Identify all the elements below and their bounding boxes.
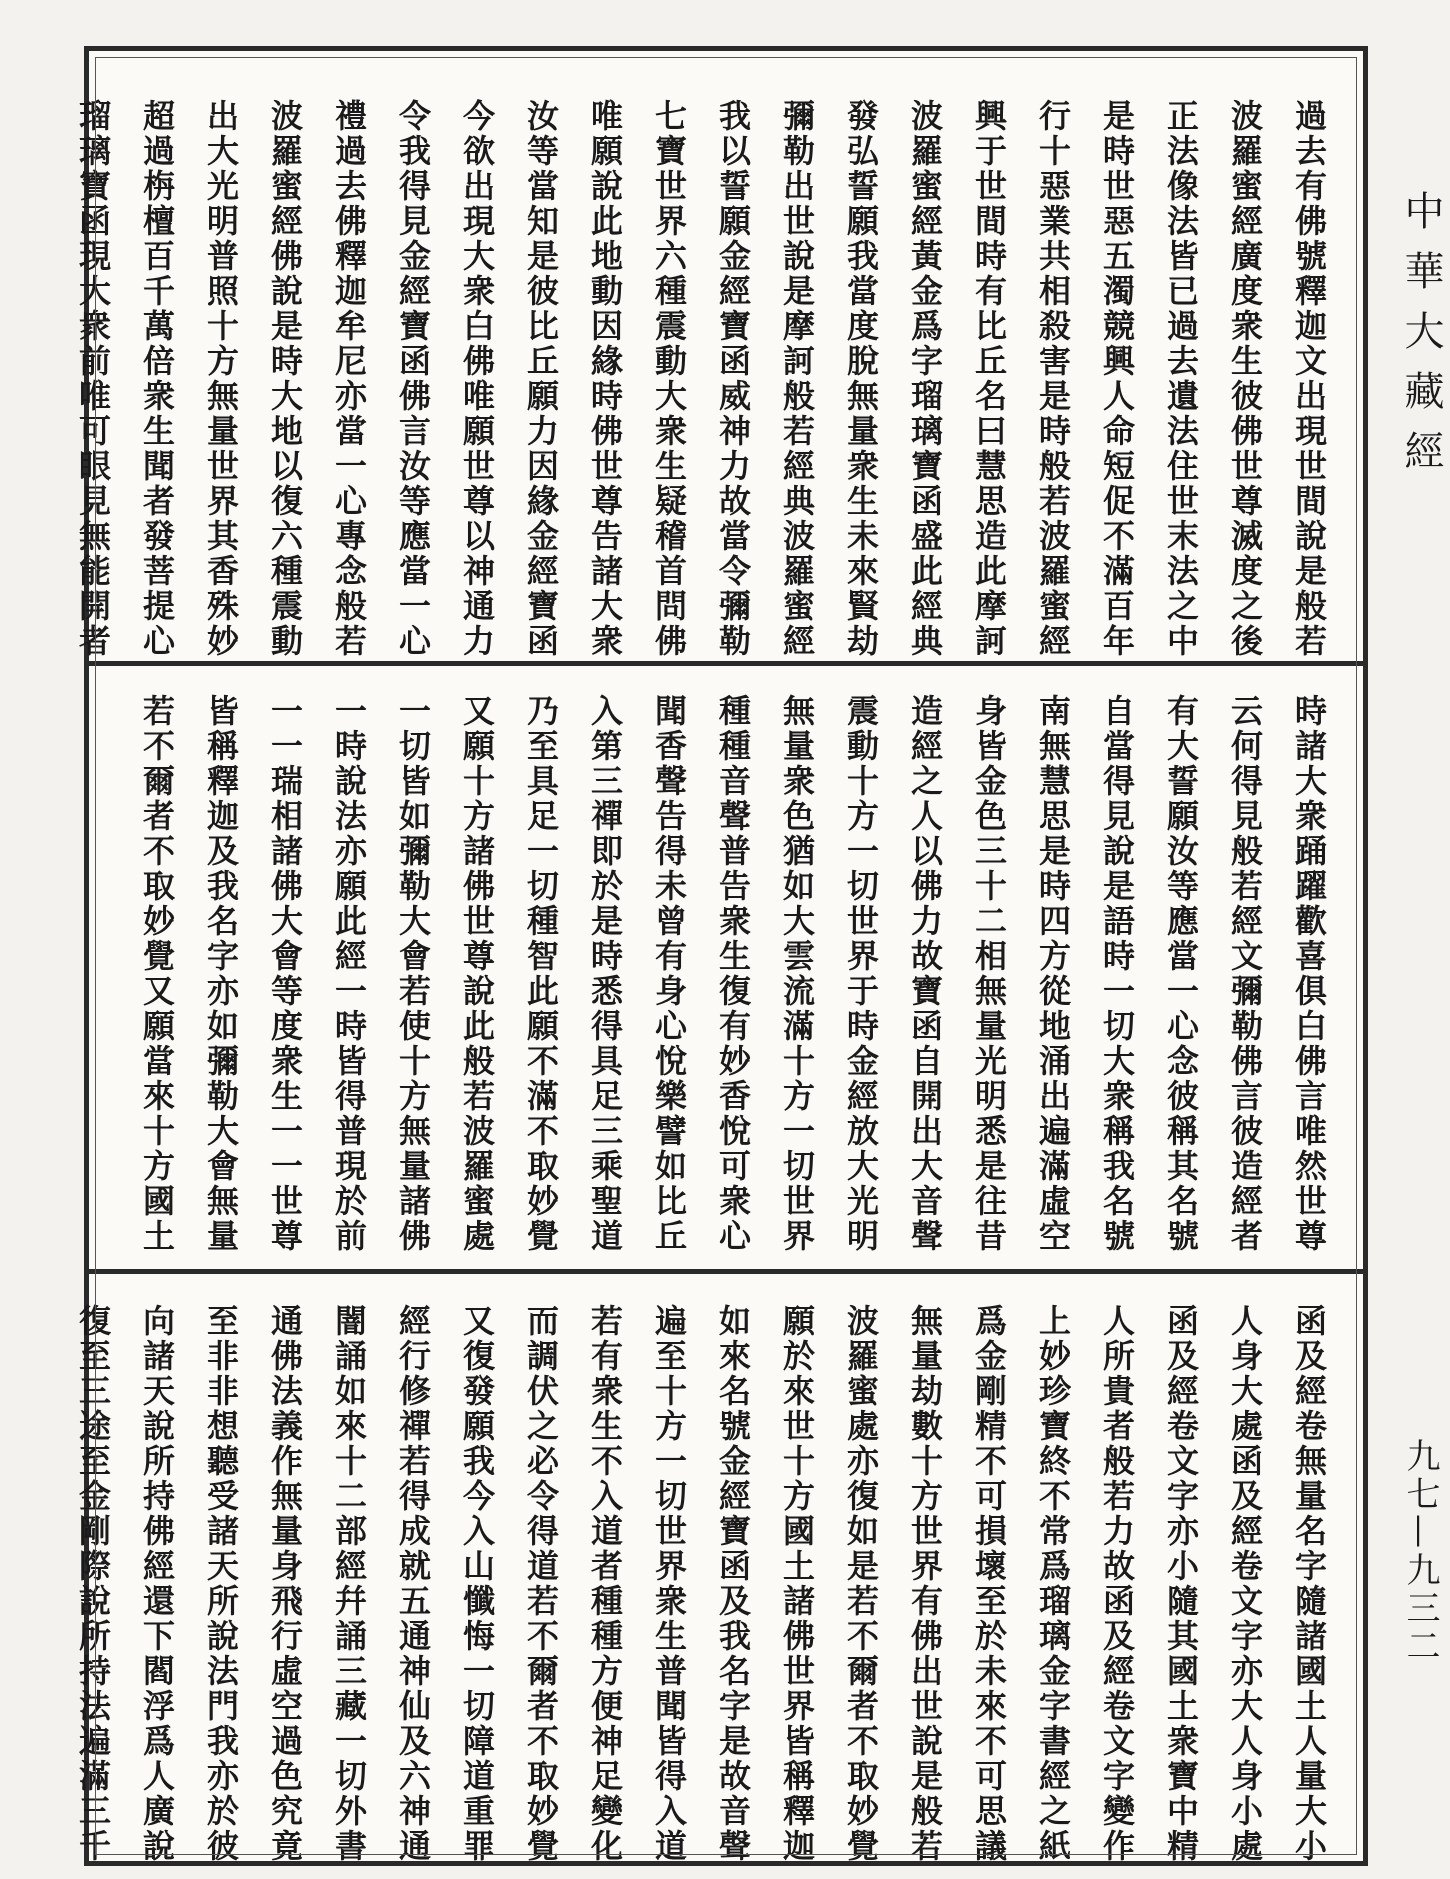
text-column: 一一瑞相諸佛大會等度衆生一一世尊 <box>266 694 304 1254</box>
text-column: 若不爾者不取妙覺又願當來十方國土 <box>138 694 176 1254</box>
text-column: 波羅蜜處亦復如是若不爾者不取妙覺 <box>842 1304 880 1864</box>
text-column: 興于世間時有比丘名曰慧思造此摩訶 <box>970 99 1008 659</box>
text-column: 入第三禪即於是時悉得具足三乘聖道 <box>586 694 624 1254</box>
text-column: 通佛法義作無量身飛行虛空過色究竟 <box>266 1304 304 1864</box>
text-column: 禮過去佛釋迦牟尼亦當一心專念般若 <box>330 99 368 659</box>
text-column: 種種音聲普告衆生復有妙香悅可衆心 <box>714 694 752 1254</box>
text-column: 今欲出現大衆白佛唯願世尊以神通力 <box>458 99 496 659</box>
text-column: 我以誓願金經寶函威神力故當令彌勒 <box>714 99 752 659</box>
text-column: 一切皆如彌勒大會若使十方無量諸佛 <box>394 694 432 1254</box>
text-column: 有大誓願汝等應當一心念彼稱其名號 <box>1162 694 1200 1254</box>
text-column: 汝等當知是彼比丘願力因緣金經寶函 <box>522 99 560 659</box>
text-column: 又願十方諸佛世尊說此般若波羅蜜處 <box>458 694 496 1254</box>
text-column: 七寶世界六種震動大衆生疑稽首問佛 <box>650 99 688 659</box>
text-column: 又復發願我今入山懺悔一切障道重罪 <box>458 1304 496 1864</box>
text-column: 若有衆生不入道者種種方便神足變化 <box>586 1304 624 1864</box>
text-column: 人所貴者般若力故函及經卷文字變作 <box>1098 1304 1136 1864</box>
text-column: 皆稱釋迦及我名字亦如彌勒大會無量 <box>202 694 240 1254</box>
text-column: 震動十方一切世界于時金經放大光明 <box>842 694 880 1254</box>
text-column: 波羅蜜經黃金爲字瑠璃寶函盛此經典 <box>906 99 944 659</box>
text-column: 向諸天說所持佛經還下閻浮爲人廣說 <box>138 1304 176 1864</box>
text-column: 令我得見金經寶函佛言汝等應當一心 <box>394 99 432 659</box>
text-column: 彌勒出世說是摩訶般若經典波羅蜜經 <box>778 99 816 659</box>
register-bottom <box>74 1269 1363 1864</box>
text-column: 函及經卷文字亦小隨其國土衆寶中精 <box>1162 1304 1200 1864</box>
text-column: 南無慧思是時四方從地涌出遍滿虛空 <box>1034 694 1072 1254</box>
text-column: 如來名號金經寶函及我名字是故音聲 <box>714 1304 752 1864</box>
text-column: 波羅蜜經佛說是時大地以復六種震動 <box>266 99 304 659</box>
text-column: 無量劫數十方世界有佛出世說是般若 <box>906 1304 944 1864</box>
register-middle <box>89 661 1363 1269</box>
text-column: 爲金剛精不可損壞至於未來不可思議 <box>970 1304 1008 1864</box>
text-column: 上妙珍寶終不常爲瑠璃金字書經之紙 <box>1034 1304 1072 1864</box>
text-column: 函及經卷無量名字隨諸國土人量大小 <box>1290 1304 1328 1864</box>
text-column: 行十惡業共相殺害是時般若波羅蜜經 <box>1034 99 1072 659</box>
register-top <box>74 51 1363 661</box>
text-column: 造經之人以佛力故寶函自開出大音聲 <box>906 694 944 1254</box>
text-column: 遍至十方一切世界衆生普聞皆得入道 <box>650 1304 688 1864</box>
text-column: 闇誦如來十二部經幷誦三藏一切外書 <box>330 1304 368 1864</box>
page-frame <box>74 46 1368 1866</box>
text-column: 無量衆色猶如大雲流滿十方一切世界 <box>778 694 816 1254</box>
text-column: 超過栴檀百千萬倍衆生聞者發菩提心 <box>138 99 176 659</box>
text-column: 經行修禪若得成就五通神仙及六神通 <box>394 1304 432 1864</box>
text-column: 一時說法亦願此經一時皆得普現於前 <box>330 694 368 1254</box>
text-column: 時諸大衆踊躍歡喜俱白佛言唯然世尊 <box>1290 694 1328 1254</box>
text-column: 唯願說此地動因緣時佛世尊告諸大衆 <box>586 99 624 659</box>
text-column: 正法像法皆已過去遺法住世末法之中 <box>1162 99 1200 659</box>
text-column: 出大光明普照十方無量世界其香殊妙 <box>202 99 240 659</box>
text-column: 身皆金色三十二相無量光明悉是往昔 <box>970 694 1008 1254</box>
text-column: 發弘誓願我當度脫無量衆生未來賢劫 <box>842 99 880 659</box>
text-column: 波羅蜜經廣度衆生彼佛世尊滅度之後 <box>1226 99 1264 659</box>
text-column: 願於來世十方國土諸佛世界皆稱釋迦 <box>778 1304 816 1864</box>
text-column: 過去有佛號釋迦文出現世間說是般若 <box>1290 99 1328 659</box>
text-column: 自當得見說是語時一切大衆稱我名號 <box>1098 694 1136 1254</box>
page-number: 九七—九三二 <box>1400 1438 1440 1666</box>
text-column: 復至三途至金剛際說所持法遍滿三千 <box>74 1304 112 1864</box>
text-column: 人身大處函及經卷文字亦大人身小處 <box>1226 1304 1264 1864</box>
collection-title: 中華大藏經 <box>1398 190 1444 490</box>
text-column: 瑠璃寶函現大衆前唯可眼見無能開者 <box>74 99 112 659</box>
text-column: 至非非想聽受諸天所說法門我亦於彼 <box>202 1304 240 1864</box>
text-column: 聞香聲告得未曾有身心悅樂譬如比丘 <box>650 694 688 1254</box>
text-column: 而調伏之必令得道若不爾者不取妙覺 <box>522 1304 560 1864</box>
text-column: 乃至具足一切種智此願不滿不取妙覺 <box>522 694 560 1254</box>
text-column: 云何得見般若經文彌勒佛言彼造經者 <box>1226 694 1264 1254</box>
text-column: 是時世惡五濁競興人命短促不滿百年 <box>1098 99 1136 659</box>
